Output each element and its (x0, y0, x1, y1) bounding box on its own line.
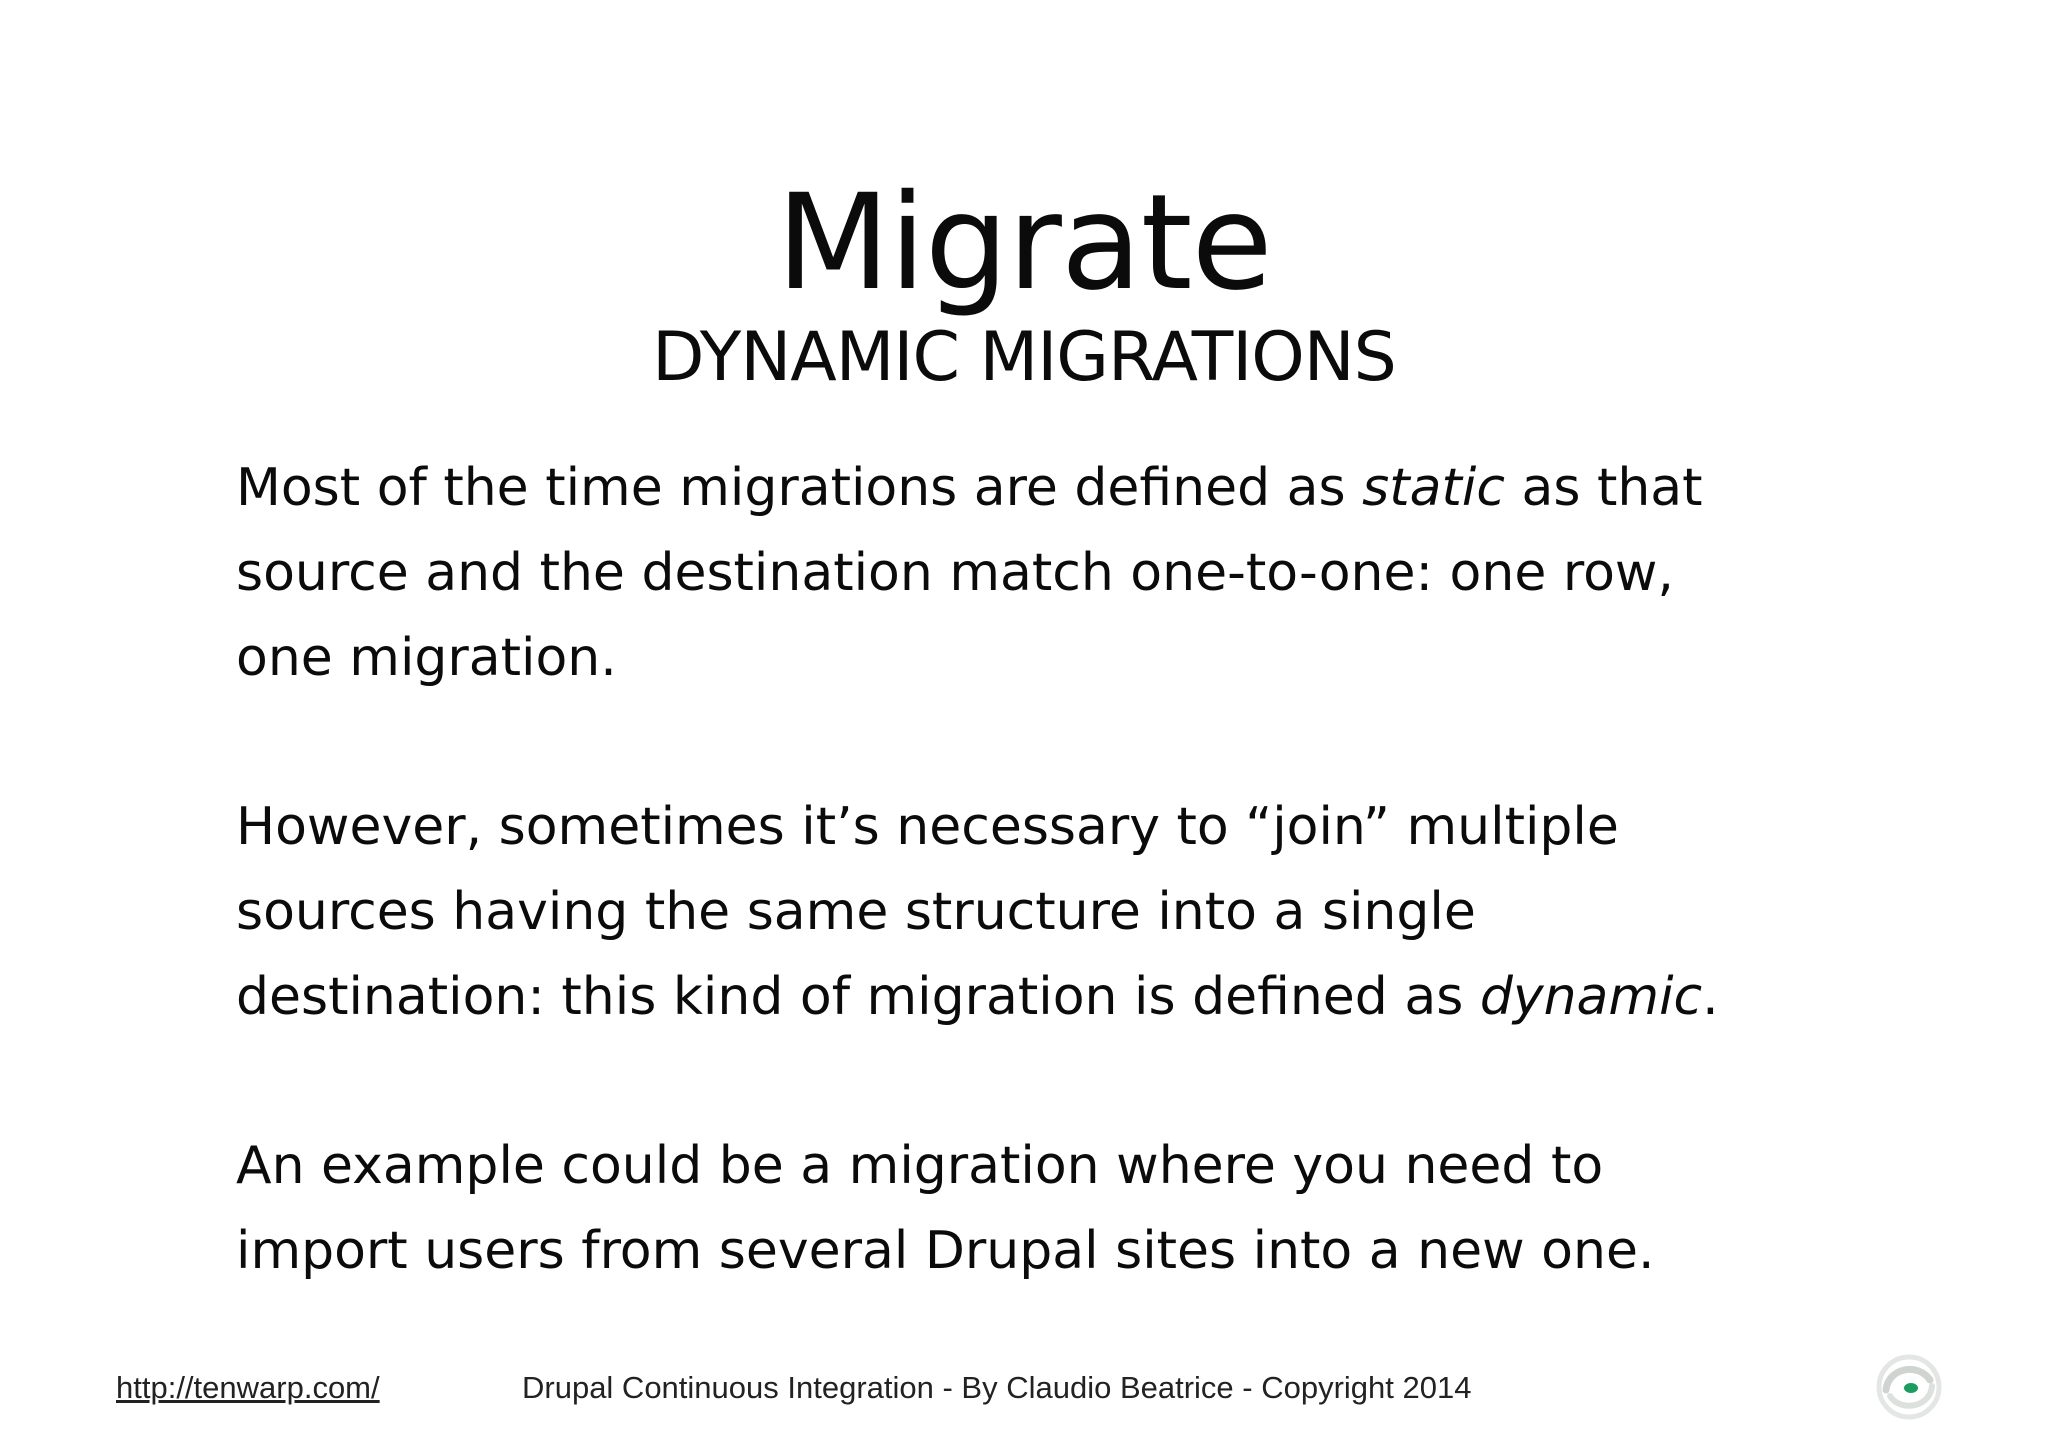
body-line: source and the destination match one-to-one: one row, (236, 543, 1674, 603)
body-line: one migration. (236, 628, 617, 688)
paragraph-static (236, 446, 1916, 701)
body-line: Most of the time migrations are defined as static as that (236, 458, 1703, 518)
slide-title: Migrate (776, 166, 1272, 320)
body-line: sources having the same structure into a single (236, 882, 1476, 942)
paragraph-dynamic (236, 785, 1916, 1040)
slide-body (236, 446, 1916, 1294)
emphasis-dynamic: dynamic (1479, 967, 1703, 1027)
body-line: However, sometimes it’s necessary to “join” multiple (236, 797, 1619, 857)
body-line: An example could be a migration where you need to (236, 1136, 1604, 1196)
swirl-logo-icon (1874, 1352, 1944, 1422)
paragraph-example (236, 1124, 1916, 1294)
body-line: destination: this kind of migration is defined as dynamic. (236, 967, 1719, 1027)
slide-subtitle: DYNAMIC MIGRATIONS (652, 318, 1396, 397)
footer-website-link[interactable]: http://tenwarp.com/ (116, 1370, 380, 1405)
body-line: import users from several Drupal sites into a new one. (236, 1221, 1655, 1281)
emphasis-static: static (1362, 458, 1505, 518)
footer-credit: Drupal Continuous Integration - By Claudio Beatrice - Copyright 2014 (522, 1370, 1472, 1405)
